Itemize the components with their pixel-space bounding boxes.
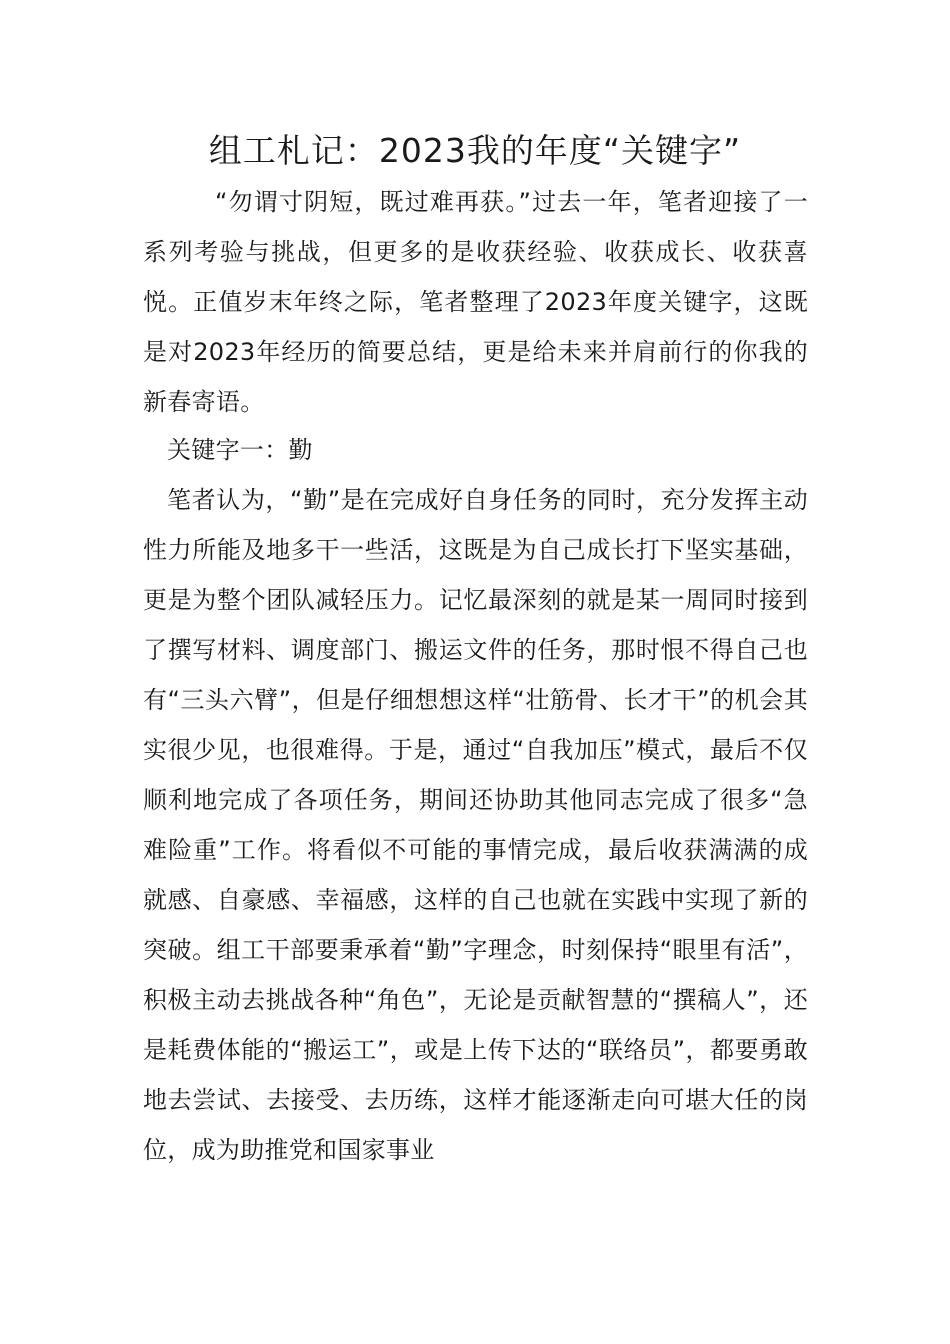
- keyword-one-paragraph: 笔者认为，“勤”是在完成好自身任务的同时，充分发挥主动性力所能及地多干一些活，这既是为自己成长打下坚实基础，更是为整个团队减轻压力。记忆最深刻的就是某一周同时接到了撰写材料、调度部门、搬运文件的任务，那时恨不得自己也有“三头六臂”，但是仔细想想这样“壮筋骨、长才干”的机会其实很少见，也很难得。于是，通过“自我加压”模式，最后不仅顺利地完成了各项任务，期间还协助其他同志完成了很多“急难险重”工作。将看似不可能的事情完成，最后收获满满的成就感、自豪感、幸福感，这样的自己也就在实践中实现了新的突破。组工干部要秉承着“勤”字理念，时刻保持“眼里有活”，积极主动去挑战各种“角色”，无论是贡献智慧的“撰稿人”，还是耗费体能的“搬运工”，或是上传下达的“联络员”，都要勇敢地去尝试、去接受、去历练，这样才能逐渐走向可堪大任的岗位，成为助推党和国家事业: [143, 486, 809, 1164]
- intro-paragraph: “勿谓寸阴短，既过难再获。”过去一年，笔者迎接了一系列考验与挑战，但更多的是收获经验、收获成长、收获喜悦。正值岁末年终之际，笔者整理了2023年度关键字，这既是对2023年经历的简要总结，更是给未来并肩前行的你我的新春寄语。: [143, 188, 808, 416]
- document-title: 组工札记：2023我的年度“关键字”: [208, 131, 742, 170]
- section-heading-keyword-one: 关键字一：勤: [167, 436, 313, 464]
